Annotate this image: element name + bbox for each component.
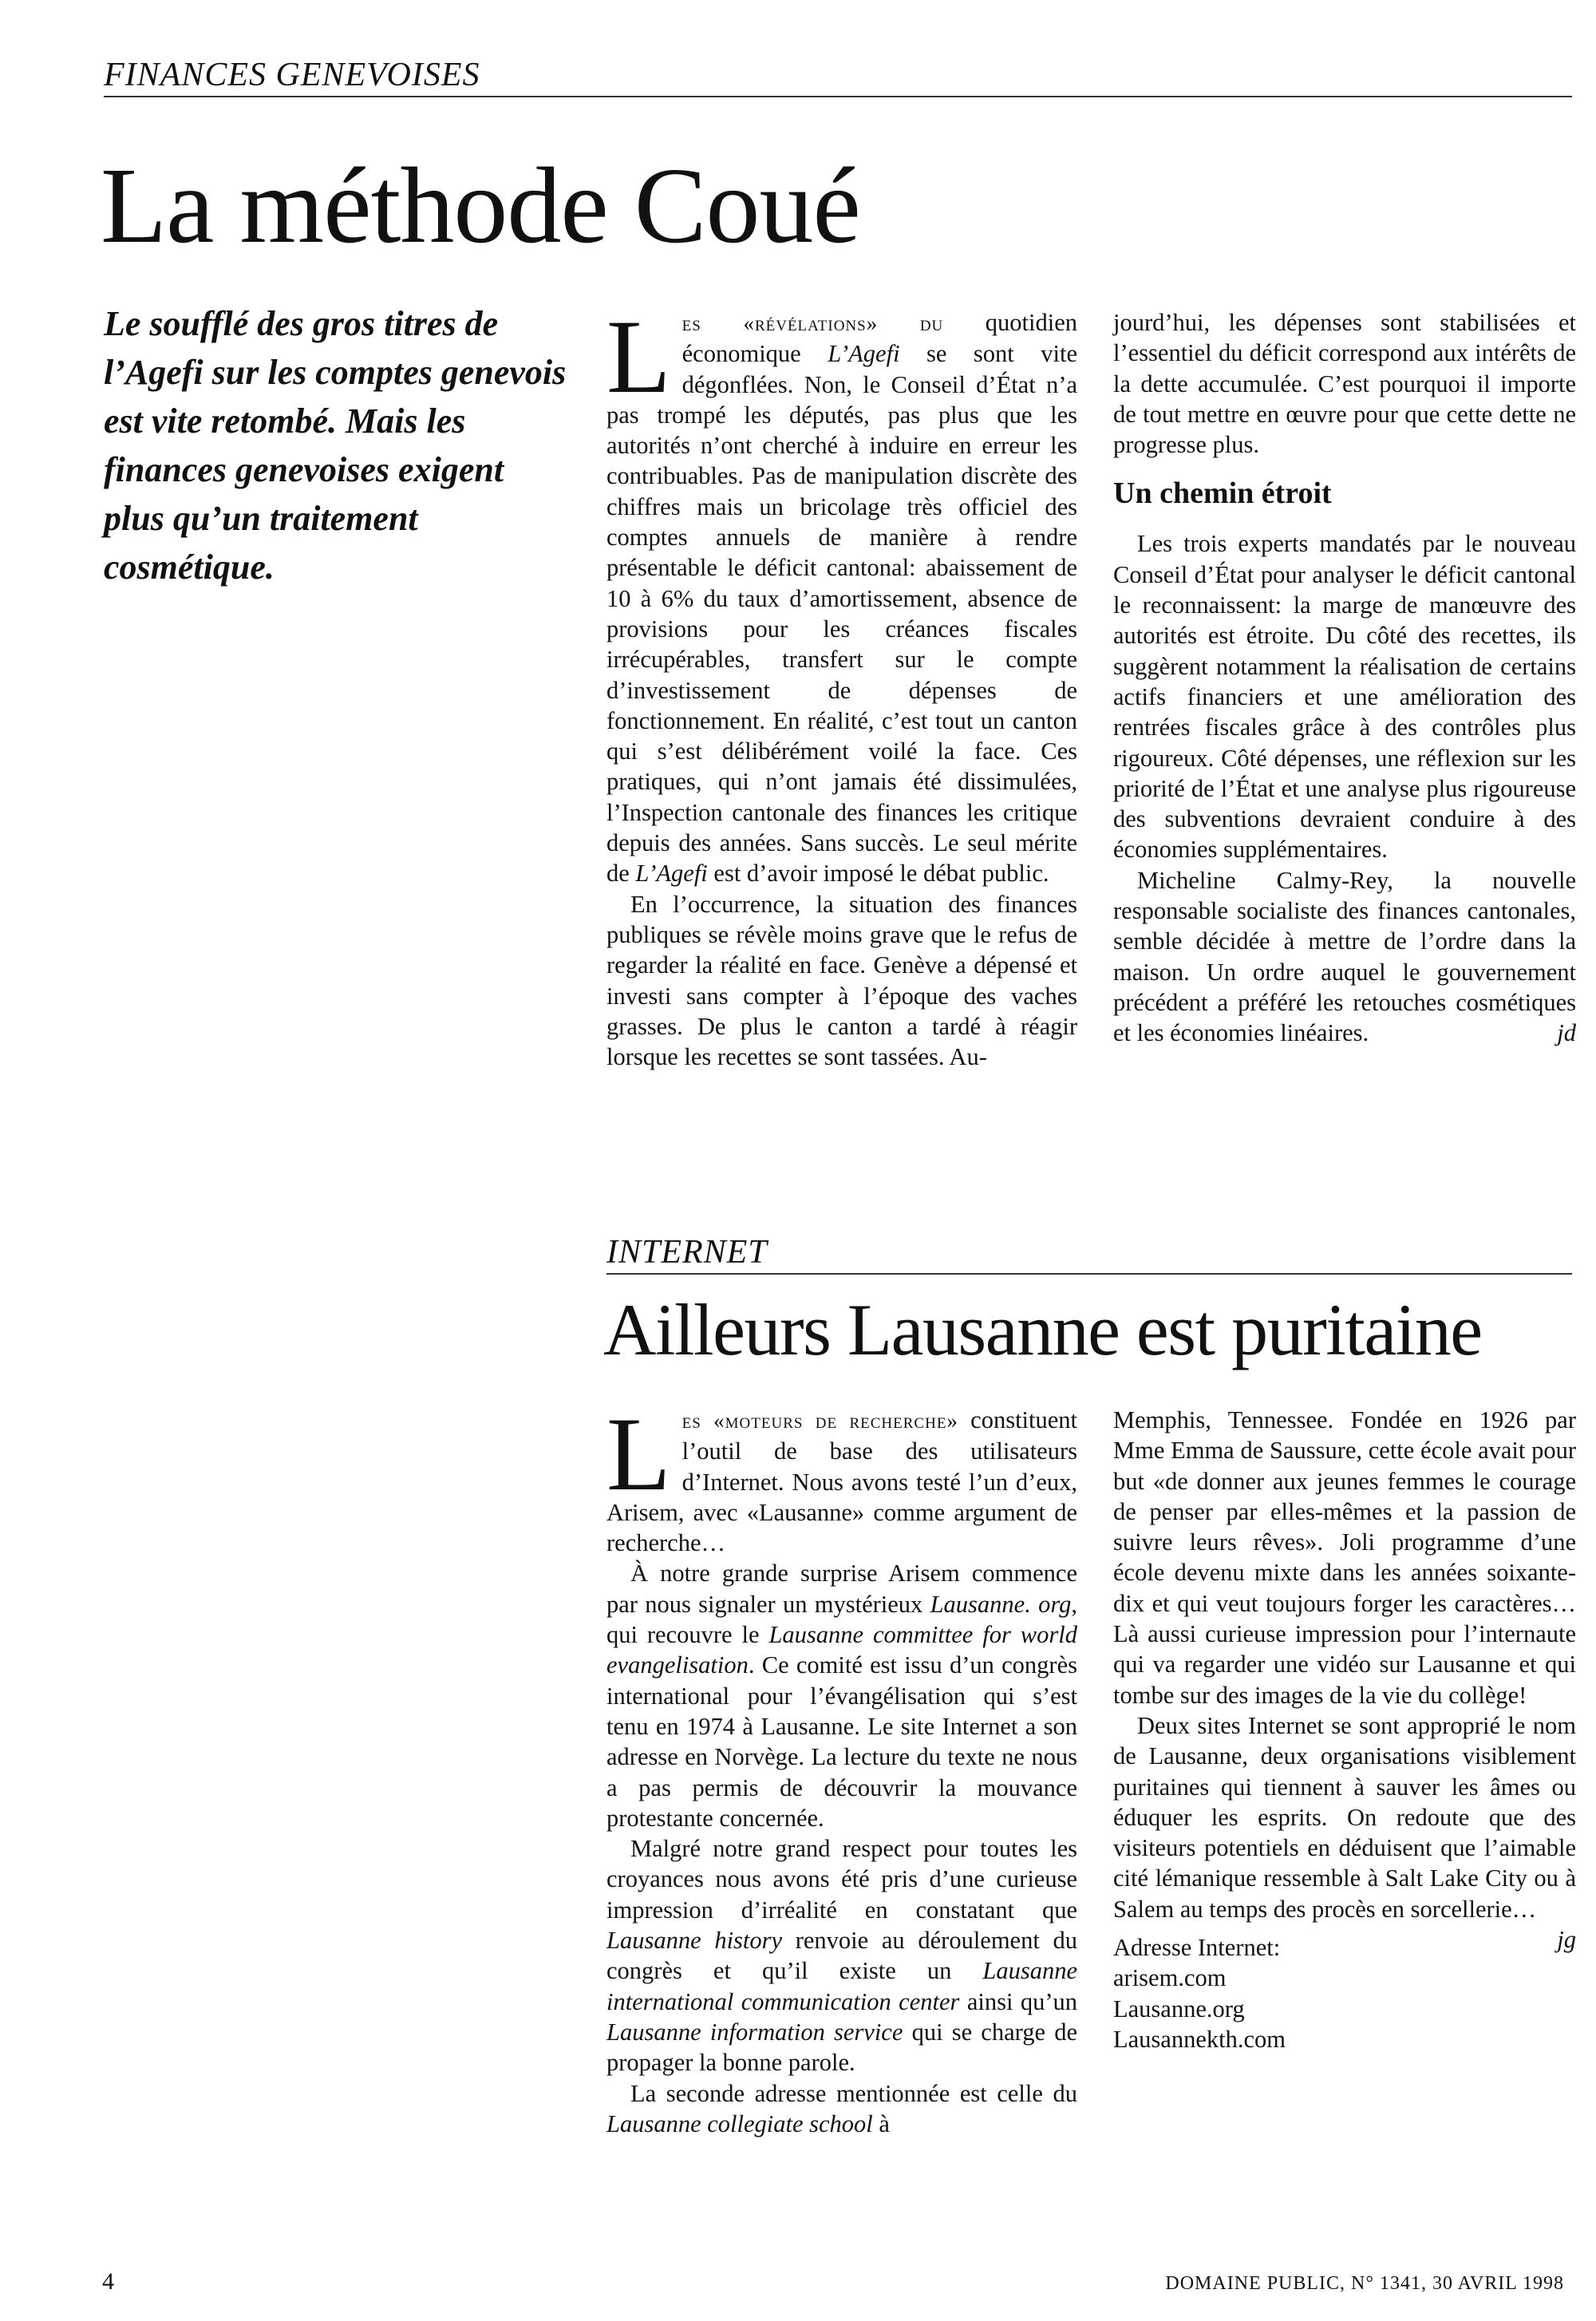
text-run: quotidien économique <box>681 309 1077 368</box>
author-signature: jg <box>1557 1926 1576 1954</box>
article-paragraph <box>606 2078 1077 2140</box>
text-run: Malgré notre grand respect pour toutes les croyances nous avons été pris d’une curieuse impression d’irréalité en constatant que <box>606 1835 1077 1924</box>
address-item: Lausannekth.com <box>1113 2025 1286 2053</box>
organization-name: Lausanne information service <box>606 2018 903 2046</box>
section-rule <box>104 96 1572 97</box>
internet-addresses <box>1113 1932 1576 2054</box>
article-paragraph: Les trois experts mandatés par le nouveau Conseil d’État pour analyser le déficit cantonal le reconnaissent: la marge de manœuvre des autorités est étroite. Du côté des recettes, ils suggèrent notamment la réalisation de certains actifs financiers et une amélioration des rentrées fiscales grâce à des contrôles plus rigoureux. Côté dépenses, une réflexion sur les priorité de l’État et une analyse plus rigoureuse des subventions devraient conduire à des économies supplémentaires. <box>1113 530 1576 864</box>
text-run: est d’avoir imposé le débat public. <box>707 860 1049 888</box>
article-paragraph: jourd’hui, les dépenses sont stabilisées et l’essentiel du déficit correspond aux intérêts de la dette accumulée. C’est pourquoi il importe de tout mettre en œuvre pour que cette dette ne progresse plus. <box>1113 309 1576 459</box>
website-name: Lausanne history <box>606 1927 783 1955</box>
text-run: Deux sites Internet se sont approprié le nom de Lausanne, deux organisations visiblement puritaines qui tiennent à sauver les âmes ou éduquer les esprits. On redoute que des visiteurs potentiels en déduisent que l’aimable cité lémanique ressemble à Salt Lake City ou à Salem au temps des procès en sorcellerie… <box>1113 1711 1576 1923</box>
text-run: renvoie au déroulement du congrès et qu’il existe un <box>606 1927 1078 1985</box>
lead-in-smallcaps: es «moteurs de recherche» <box>681 1409 958 1433</box>
text-run: constituent l’outil de base des utilisateurs d’Internet. Nous avons testé l’un d’eux, Arisem, avec «Lausanne» comme argument de recherche… <box>606 1406 1077 1557</box>
text-run: , qui recouvre le <box>606 1590 1077 1649</box>
publication-name: L’Agefi <box>635 860 708 888</box>
article-paragraph <box>606 1395 1077 1558</box>
text-run: se sont vite dégonflées. Non, le Conseil d’État n’a pas trompé les députés, pas plus que les autorités n’ont cherché à induire en erreur les contribuables. Pas de manipulation discrète des chiffres mais un bricolage très officiel des comptes annuels de manière à rendre présentable le déficit cantonal: abaissement de 10 à 6% du taux d’amortissement, absence de provisions pour les créances fiscales irrécupérables, transfert sur le compte d’investissement de dépenses de fonctionnement. En réalité, c’est tout un canton qui s’est délibérément voilé la face. Ces pratiques, qui n’ont jamais été dissimulées, l’Inspection cantonale des finances les critique depuis des années. Sans succès. Le seul mérite de <box>606 340 1077 888</box>
addresses-label: Adresse Internet: <box>1113 1934 1281 1962</box>
section-kicker: FINANCES GENEVOISES <box>104 57 480 93</box>
publication-footer: DOMAINE PUBLIC, N° 1341, 30 AVRIL 1998 <box>1165 2273 1564 2294</box>
article-headline: La méthode Coué <box>101 146 860 266</box>
organization-name: Lausanne committee for world evangelisation <box>606 1621 1077 1679</box>
section-kicker: INTERNET <box>606 1234 768 1271</box>
article-column-2 <box>1113 1405 1576 2054</box>
article-paragraph: Memphis, Tennessee. Fondée en 1926 par Mme Emma de Saussure, cette école avait pour but «de donner aux jeunes femmes le courage de penser par elles-mêmes et la passion de suivre leurs rêves». Joli programme d’une école devenu mixte dans les années soixante-dix et qui veut toujours forger les caractères… Là aussi curieuse impression pour l’internaute qui va regarder une vidéo sur Lausanne et qui tombe sur des images de la vie du collège! <box>1113 1406 1576 1709</box>
article-column-1 <box>606 1395 1078 2139</box>
text-run: qui se charge de propager la bonne parole. <box>606 2018 1077 2077</box>
text-run: . Ce comité est issu d’un congrès international pour l’évangélisation qui s’est tenu en 1974 à Lausanne. Le site Internet a son adresse en Norvège. La lecture du texte ne nous a pas permis de découvrir la mouvance protestante concernée. <box>606 1651 1077 1832</box>
article-paragraph <box>606 298 1077 889</box>
text-run: Micheline Calmy-Rey, la nouvelle responsable socialiste des finances cantonales, semble décidée à mettre de l’ordre dans la maison. Un ordre auquel le gouvernement précédent a préféré les retouches cosmétiques et les économies linéaires. <box>1113 866 1576 1047</box>
article-column-1 <box>606 298 1077 1072</box>
drop-cap: L <box>606 1395 671 1512</box>
text-run: ainsi qu’un <box>959 1987 1078 2015</box>
article-headline: Ailleurs Lausanne est puritaine <box>603 1289 1482 1370</box>
author-signature: jd <box>1557 1019 1576 1047</box>
article-paragraph: En l’occurrence, la situation des finances publiques se révèle moins grave que le refus de regarder la réalité en face. Genève a dépensé et investi sans compter à l’époque des vaches grasses. De plus le canton a tardé à réagir lorsque les recettes se sont tassées. Au- <box>606 890 1077 1071</box>
website-name: Lausanne. org <box>930 1590 1072 1618</box>
text-run: À notre grande surprise Arisem commence par nous signaler un mystérieux <box>606 1560 1077 1618</box>
article-paragraph <box>1113 865 1576 1049</box>
address-item: Lausanne.org <box>1113 1995 1245 2022</box>
article-subhead: Un chemin étroit <box>1113 476 1332 511</box>
article-paragraph <box>606 1833 1077 2078</box>
article-column-2 <box>1113 307 1576 1049</box>
address-item: arisem.com <box>1113 1964 1227 1992</box>
organization-name: Lausanne international communication center <box>606 1957 1077 2015</box>
page-number: 4 <box>102 2268 114 2295</box>
publication-name: L’Agefi <box>828 340 900 368</box>
lead-in-smallcaps: es «révélations» du <box>681 311 944 335</box>
organization-name: Lausanne collegiate school <box>606 2109 873 2137</box>
text-run: La seconde adresse mentionnée est celle du <box>630 2079 1077 2107</box>
article-lede: Le soufflé des gros titres de l’Agefi sur les comptes genevois est vite retombé. Mais les finances genevoises exigent plus qu’un traitement cosmétique. <box>104 304 567 587</box>
drop-cap: L <box>606 298 671 415</box>
section-rule <box>606 1273 1572 1275</box>
text-run: à <box>872 2109 890 2137</box>
article-paragraph <box>606 1558 1077 1833</box>
